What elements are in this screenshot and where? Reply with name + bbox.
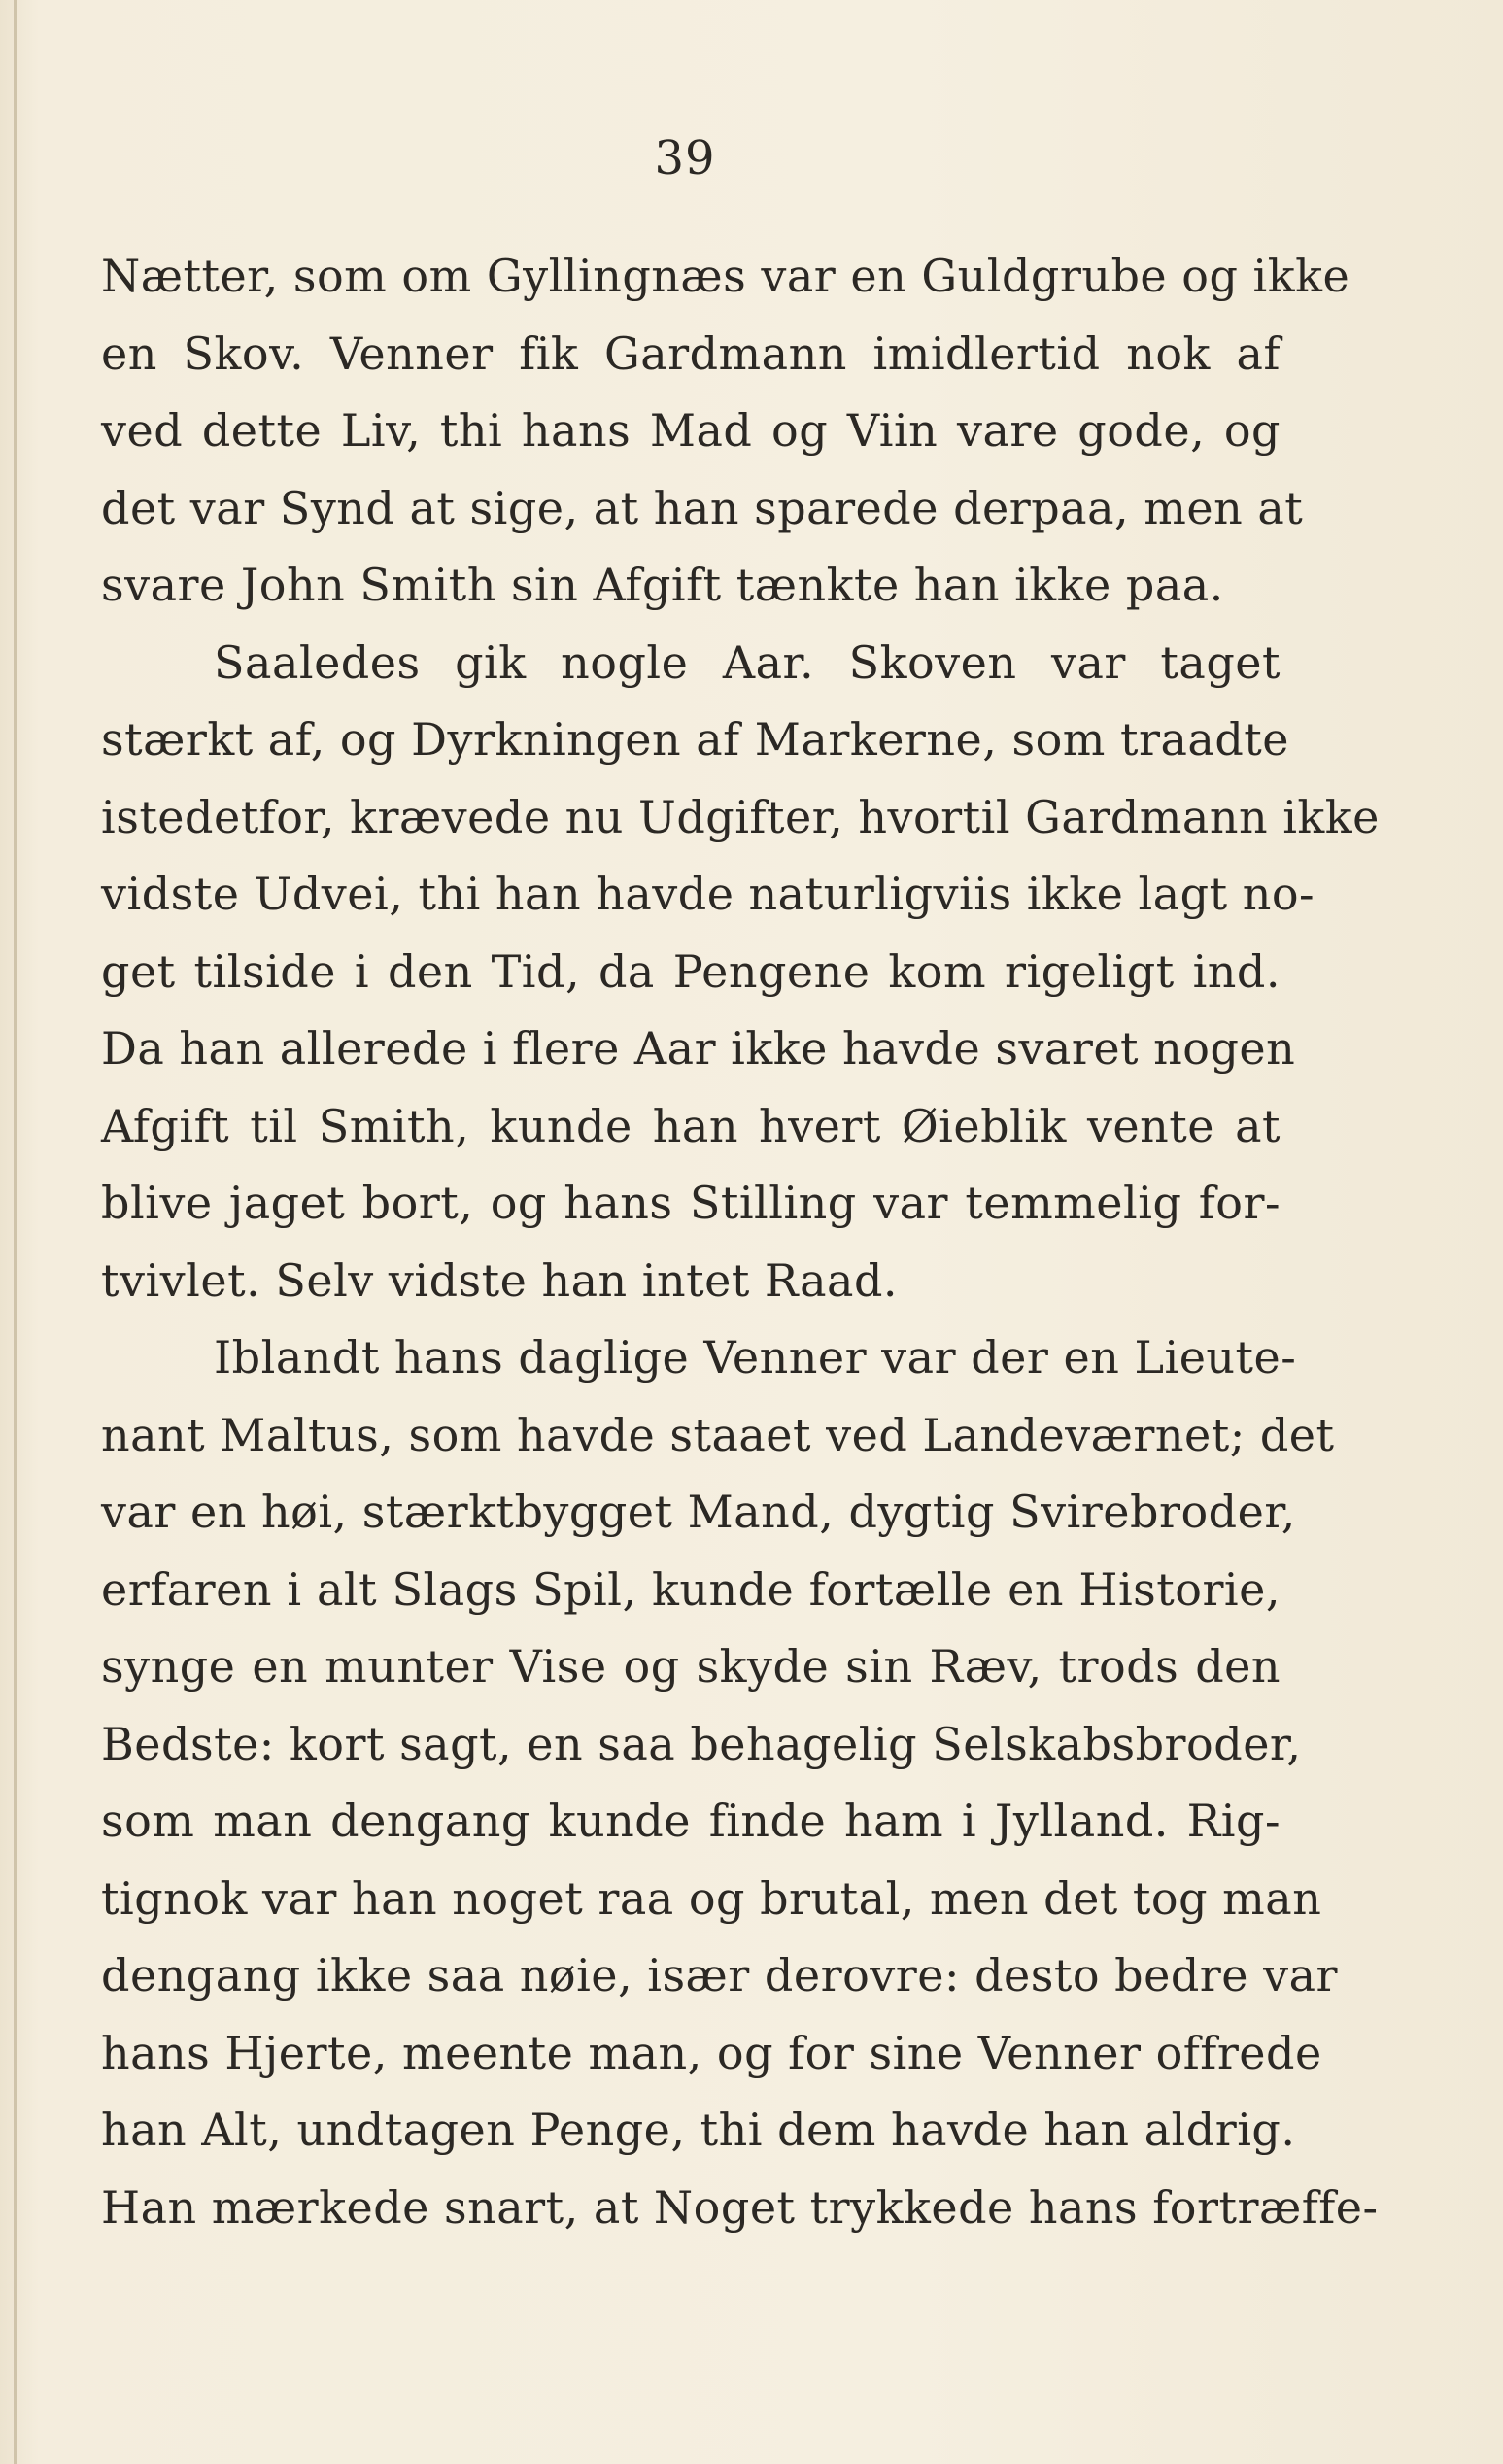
text-line: stærkt af, og Dyrkningen af Markerne, som traadte [101, 713, 1290, 766]
binding-gutter [14, 0, 17, 2464]
text-line: Afgift til Smith, kunde han hvert Øieblik vente at [101, 1099, 1281, 1152]
text-line: erfaren i alt Slags Spil, kunde fortælle en Historie, [101, 1562, 1281, 1616]
text-line: hans Hjerte, meente man, og for sine Venner offrede [101, 2026, 1322, 2079]
text-line: Da han allerede i flere Aar ikke havde svaret nogen [101, 1022, 1296, 1075]
text-line: det var Synd at sige, at han sparede derpaa, men at [101, 481, 1304, 534]
text-line: han Alt, undtagen Penge, thi dem havde han aldrig. [101, 2104, 1296, 2156]
text-line: get tilside i den Tid, da Pengene kom rigeligt ind. [101, 944, 1281, 998]
page-number: 39 [654, 131, 716, 186]
text-line: Iblandt hans daglige Venner var der en Lieute- [214, 1331, 1297, 1384]
body-text [101, 238, 1380, 2246]
text-line: en Skov. Venner fik Gardmann imidlertid nok af [101, 326, 1281, 380]
text-line: dengang ikke saa nøie, især derovre: desto bedre var [101, 1949, 1339, 2002]
text-line: svare John Smith sin Afgift tænkte han ikke paa. [101, 559, 1224, 611]
text-line: nant Maltus, som havde staaet ved Landeværnet; det [101, 1408, 1335, 1461]
text-line: som man dengang kunde finde ham i Jylland. Rig- [101, 1795, 1281, 1847]
text-line: ved dette Liv, thi hans Mad og Viin vare gode, og [101, 404, 1281, 457]
text-line: Nætter, som om Gyllingnæs var en Guldgrube og ikke [101, 250, 1350, 302]
text-line: var en høi, stærktbygget Mand, dygtig Svirebroder, [101, 1486, 1296, 1538]
text-line: Saaledes gik nogle Aar. Skoven var taget [214, 635, 1281, 689]
text-line: vidste Udvei, thi han havde naturligviis ikke lagt no- [101, 868, 1315, 920]
text-line: Han mærkede snart, at Noget trykkede hans fortræffe- [101, 2180, 1379, 2234]
text-line: tignok var han noget raa og brutal, men det tog man [101, 1871, 1322, 1925]
text-line: tvivlet. Selv vidste han intet Raad. [101, 1253, 899, 1307]
text-line: istedetfor, krævede nu Udgifter, hvortil Gardmann ikke [101, 790, 1380, 843]
text-line: synge en munter Vise og skyde sin Ræv, trods den [101, 1640, 1281, 1693]
text-line: Bedste: kort sagt, en saa behagelig Selskabsbroder, [101, 1717, 1302, 1770]
text-line: blive jaget bort, og hans Stilling var temmelig for- [101, 1177, 1281, 1229]
